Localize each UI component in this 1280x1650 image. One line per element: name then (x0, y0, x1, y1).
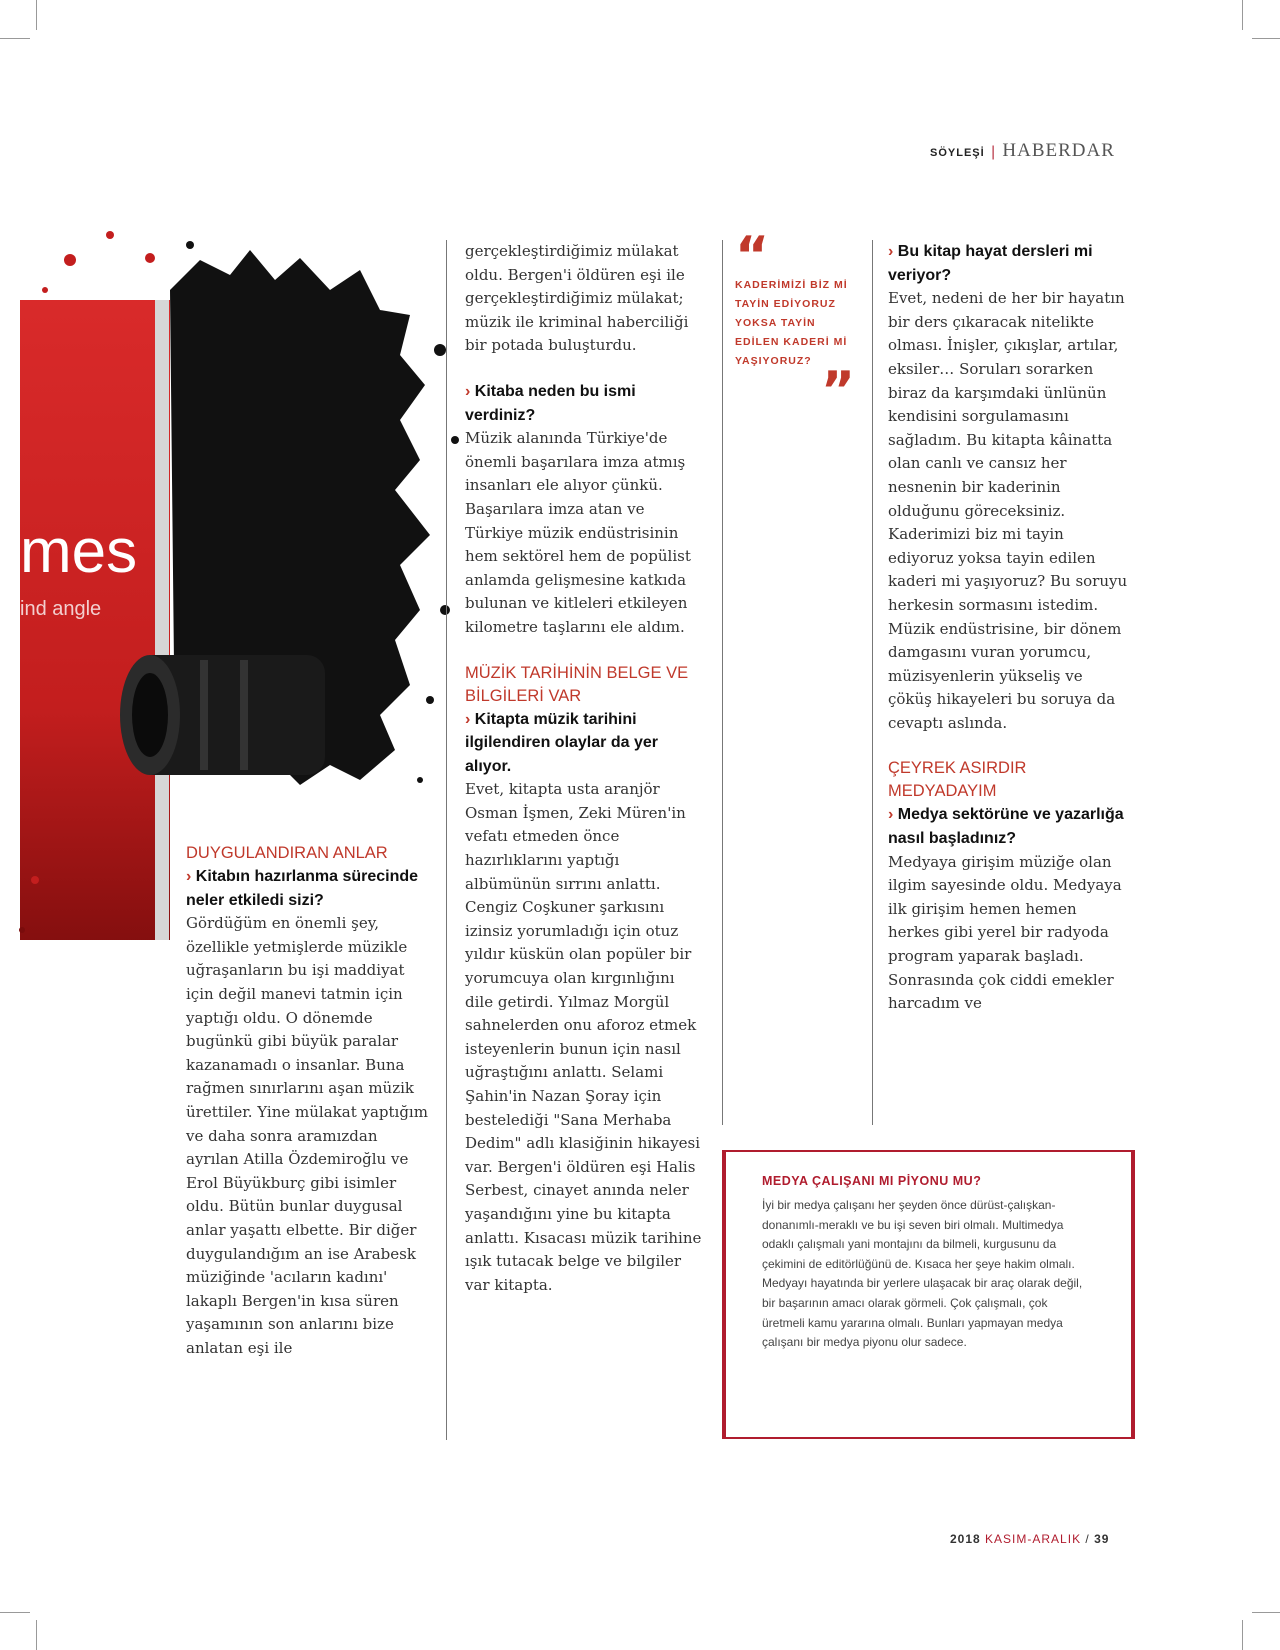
crop-mark (0, 38, 30, 39)
book-spine (155, 300, 169, 940)
crop-mark (1252, 38, 1280, 39)
book-cover (20, 300, 170, 940)
crop-mark (36, 0, 37, 30)
question: › Bu kitap hayat dersleri mi veriyor? (888, 240, 1128, 287)
folio-year: 2018 (950, 1532, 981, 1546)
column-rule (872, 240, 873, 1125)
subheading-emotional: DUYGULANDIRAN ANLAR (186, 844, 388, 862)
red-splatter (42, 287, 48, 293)
ink-drop (186, 241, 194, 249)
page-number: 39 (1094, 1532, 1110, 1546)
ink-drop (426, 696, 434, 704)
crop-mark (1242, 1620, 1243, 1650)
answer-text: Medyaya girişim müziğe olan ilgim sayesinde oldu. Medyaya ilk girişim hemen hemen herkes gibi yerel bir radyoda program yaparak başladı. Sonrasında çok ciddi emekler harcadım ve (888, 852, 1122, 1013)
header-separator: | (990, 144, 997, 160)
folio-slash: / (1085, 1532, 1090, 1546)
question: › Kitabın hazırlanma sürecinde neler etkiledi sizi? (186, 865, 431, 912)
red-splatter (31, 876, 39, 884)
crop-mark (36, 1620, 37, 1650)
cover-title: mes (20, 517, 138, 586)
red-splatter (106, 231, 114, 239)
pull-quote (735, 226, 855, 421)
answer-text: Evet, nedeni de her bir hayatın bir ders çıkaracak nitelikte olması. İnişler, çıkışlar, artılar, eksiler… Soruları sorarken biraz da karşımdaki ünlünün kendisini sorgulamasını sağladım. Bu kitapta kâinatta olan canlı ve cansız her nesnenin bir kaderinin olduğunu göreceksiniz. Kaderimizi biz mi tayin ediyoruz yoksa tayin edilen kaderi mi yaşıyoruz? Bu soruyu herkesin sormasını istedim. Müzik endüstrisine, bir dönem damgasını vuran yorumcu, müzisyenlerin yükseliş ve çöküş hikayeleri bu soruya da cevaptı aslında. (888, 289, 1128, 732)
crop-mark (1242, 0, 1243, 30)
open-quote-mark: “ (735, 226, 770, 286)
sidebar-box (722, 1150, 1135, 1439)
intro-text: gerçekleştirdiğimiz mülakat oldu. Bergen'i öldüren eşi ile gerçekleştirdiğimiz mülakat; müzik ile kriminal haberciliği bir potada buluşturdu. (465, 242, 689, 355)
folio-months: KASIM-ARALIK (985, 1532, 1082, 1546)
book-camera-artwork (0, 140, 470, 940)
crop-mark (0, 1612, 30, 1613)
column-1 (186, 842, 431, 1360)
column-3 (888, 240, 1128, 1016)
magazine-brand: HABERDAR (1002, 140, 1115, 161)
page-folio (950, 1532, 1109, 1546)
close-quote-mark: ” (820, 361, 855, 421)
crop-mark (1252, 1612, 1280, 1613)
sidebar-body: İyi bir medya çalışanı her şeyden önce dürüst-çalışkan-donanımlı-meraklı ve bu işi seven biri olmalı. Multimedya odaklı çalışmalı yani montajını da bilmeli, kurgusunu da çekimini de editörlüğünü de. Kısaca her şeye hakim olmalı. Medyayı hayatında bir yerlere ulaşacak bir araç olarak değil, bir başarının amacı olarak görmeli. Çok çalışmalı, çok üretmeli kamu yararına olmalı. Bunları yapmayan medya çalışanı bir medya piyonu olur sadece. (762, 1198, 1083, 1350)
section-label: SÖYLEŞİ (930, 147, 985, 159)
sidebar-title: MEDYA ÇALIŞANI MI PİYONU MU? (762, 1174, 982, 1188)
ink-drop (451, 436, 459, 444)
subheading-music-history: MÜZİK TARİHİNİN BELGE VE BİLGİLERİ VAR (465, 663, 689, 705)
question: › Medya sektörüne ve yazarlığa nasıl başladınız? (888, 803, 1128, 850)
subheading-quarter-century: ÇEYREK ASIRDIR MEDYADAYIM (888, 759, 1027, 801)
pull-quote-text: KADERİMİZİ BİZ Mİ TAYİN EDİYORUZ YOKSA TAYİN EDİLEN KADERİ Mİ YAŞIYORUZ? (735, 279, 848, 367)
ink-drop (440, 605, 450, 615)
answer-text: Gördüğüm en önemli şey, özellikle yetmişlerde müzikle uğraşanların bu işi maddiyat için değil manevi tatmin için yaptığı oldu. O dönemde bugünkü gibi büyük paralar kazanamadı o insanlar. Buna rağmen sınırlarını aşan müzik ürettiler. Yine mülakat yaptığım ve daha sonra aramızdan ayrılan Atilla Özdemiroğlu ve Erol Büyükburç gibi isimler oldu. Bütün bunlar duygusal anlar yaşattı elbette. Bir diğer duygulandığım an ise Arabesk müziğinde 'acıların kadını' lakaplı Bergen'in kısa süren yaşamının son anlarını bize anlatan eşi ile (186, 914, 428, 1357)
red-splatter (64, 254, 76, 266)
red-splatter (19, 927, 25, 933)
running-header (930, 140, 1115, 162)
column-2 (465, 240, 707, 1297)
question: › Kitaba neden bu ismi verdiniz? (465, 380, 707, 427)
red-splatter (145, 253, 155, 263)
ink-drop (434, 344, 446, 356)
column-rule (446, 240, 447, 1440)
answer-text: Evet, kitapta usta aranjör Osman İşmen, Zeki Müren'in vefatı etmeden önce hazırlıklarını yaptığı albümünün sırrını anlattı. Cengiz Coşkuner şarkısını izinsiz yorumladığı için otuz yıldır küskün olan popüler bir yorumcuya olan kırgınlığını dile getirdi. Yılmaz Morgül sahnelerden onu aforoz etmek isteyenlerin bunun için nasıl uğraştığını anlattı. Selami Şahin'in Nazan Şoray için bestelediği "Sana Merhaba Dedim" adlı klasiğinin hikayesi var. Bergen'i öldüren eşi Halis Serbest, cinayet anında neler yaşandığını yine bu kitapta anlattı. Kısacası müzik tarihine ışık tutacak belge ve bilgiler var kitapta. (465, 780, 702, 1294)
column-rule (722, 240, 723, 1125)
answer-text: Müzik alanında Türkiye'de önemli başarılara imza atmış insanları ele alıyor çünkü. Başarılara imza atan ve Türkiye müzik endüstrisinin hem sektörel hem de popülist anlamda gelişmesine katkıda bulunan ve kitleleri etkileyen kilometre taşlarını ele aldım. (465, 429, 691, 636)
camera-lens (120, 655, 325, 775)
ink-drop (417, 777, 423, 783)
cover-subtitle: ind angle (20, 598, 102, 620)
question: › Kitapta müzik tarihini ilgilendiren olaylar da yer alıyor. (465, 708, 707, 779)
